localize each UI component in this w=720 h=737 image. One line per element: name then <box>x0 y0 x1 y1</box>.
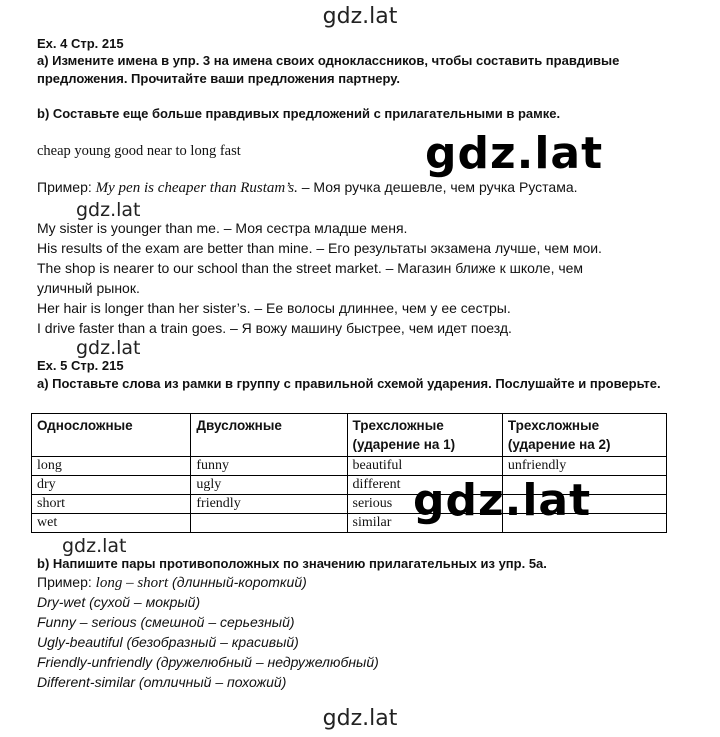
ex5-pair: Different-similar (отличный – похожий) <box>37 674 287 690</box>
ex4-sentence: My sister is younger than me. – Моя сестра младше меня. <box>37 220 408 236</box>
table-cell: beautiful <box>347 457 502 476</box>
watermark-bottom: gdz.lat <box>322 706 398 731</box>
ex4-task-a-line1: a) Измените имена в упр. 3 на имена своих одноклассников, чтобы составить правдивые <box>37 53 620 68</box>
watermark-big-1: gdz.lat <box>425 128 604 179</box>
table-cell: funny <box>191 457 347 476</box>
watermark-top: gdz.lat <box>322 4 398 29</box>
ex4-sentence: I drive faster than a train goes. – Я вожу машину быстрее, чем идет поезд. <box>37 320 512 336</box>
table-cell: friendly <box>191 495 347 514</box>
ex5-example-label: Пример: <box>37 574 96 590</box>
ex4-sentence: Her hair is longer than her sister’s. – Ее волосы длиннее, чем у ее сестры. <box>37 300 511 316</box>
ex4-example-ru: – Моя ручка дешевле, чем ручка Рустама. <box>297 179 578 195</box>
ex4-example-en: My pen is cheaper than Rustam’s. <box>95 180 298 196</box>
table-cell: dry <box>32 476 191 495</box>
table-row <box>32 457 667 476</box>
ex5-example <box>37 574 307 592</box>
table-cell: different <box>347 476 502 495</box>
ex4-sentence: His results of the exam are better than mine. – Его результаты экзамена лучше, чем мои. <box>37 240 602 256</box>
table-header-cell: Двусложные <box>191 414 347 457</box>
watermark-small-3: gdz.lat <box>62 535 127 557</box>
ex5-pair: Funny – serious (смешной – серьезный) <box>37 614 295 630</box>
ex5-task-b: b) Напишите пары противоположных по значению прилагательных из упр. 5а. <box>37 556 547 571</box>
ex5-example-ru: (длинный-короткий) <box>168 574 307 590</box>
ex4-task-a-line2: предложения. Прочитайте ваши предложения партнеру. <box>37 71 401 86</box>
table-cell: serious <box>347 495 502 514</box>
ex5-example-en: long – short <box>95 575 169 591</box>
ex4-title: Ex. 4 Стр. 215 <box>37 36 124 51</box>
table-header-cell: Односложные <box>32 414 191 457</box>
table-header-cell: Трехсложные (ударение на 2) <box>502 414 666 457</box>
table-header-row <box>32 414 667 457</box>
ex4-box-words: cheap young good near to long fast <box>37 143 241 159</box>
watermark-small-2: gdz.lat <box>76 337 141 359</box>
table-cell: wet <box>32 514 191 533</box>
ex4-example <box>37 179 578 197</box>
table-header-cell: Трехсложные (ударение на 1) <box>347 414 502 457</box>
watermark-small-1: gdz.lat <box>76 199 141 221</box>
ex5-pair: Dry-wet (сухой – мокрый) <box>37 594 201 610</box>
table-cell: similar <box>347 514 502 533</box>
ex5-pair: Friendly-unfriendly (дружелюбный – недружелюбный) <box>37 654 379 670</box>
table-cell <box>191 514 347 533</box>
table-cell: long <box>32 457 191 476</box>
ex4-task-b: b) Составьте еще больше правдивых предложений с прилагательными в рамке. <box>37 106 561 121</box>
ex5-task-a: a) Поставьте слова из рамки в группу с правильной схемой ударения. Послушайте и проверьте. <box>37 376 661 391</box>
ex4-sentence: уличный рынок. <box>37 280 140 296</box>
watermark-big-2: gdz.lat <box>413 475 592 526</box>
table-cell: short <box>32 495 191 514</box>
table-cell: ugly <box>191 476 347 495</box>
ex5-title: Ex. 5 Стр. 215 <box>37 358 124 373</box>
ex5-pair: Ugly-beautiful (безобразный – красивый) <box>37 634 299 650</box>
table-cell: unfriendly <box>502 457 666 476</box>
ex4-sentence: The shop is nearer to our school than the street market. – Магазин ближе к школе, чем <box>37 260 584 276</box>
ex4-example-label: Пример: <box>37 179 96 195</box>
